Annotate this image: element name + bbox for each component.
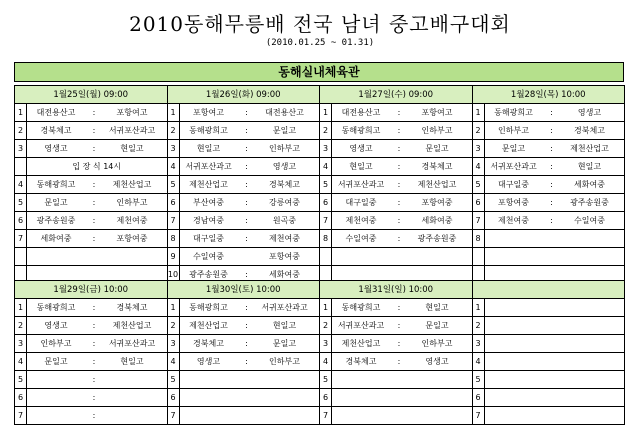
match-cell [179,353,320,371]
match-cell [484,248,625,266]
match-cell [27,122,168,140]
vs-separator: : [92,197,96,207]
match-number: 5 [320,176,332,194]
match-cell [27,389,168,407]
home-team: 서귀포산과고 [490,161,537,171]
day-header: 1월25일(월) 09:00 [15,86,168,104]
match-number: 6 [15,212,27,230]
vs-separator: : [550,197,553,207]
vs-separator: : [397,320,401,330]
match-cell [27,371,168,389]
match-number: 5 [15,194,27,212]
home-team: 동해광희고 [341,125,381,135]
away-team: 제천산업고 [112,320,152,330]
home-team: 제천산업고 [341,338,381,348]
day-header [472,281,625,299]
match-cell [179,122,320,140]
match-number: 6 [15,389,27,407]
away-team: 수일여중 [574,215,605,225]
match-number: 4 [320,353,332,371]
match-number: 6 [472,389,484,407]
match-cell [27,317,168,335]
match-number: 4 [167,353,179,371]
match-cell [332,299,473,317]
away-team: 포항여고 [421,107,453,117]
match-cell [484,158,625,176]
away-team: 문일고 [425,143,449,153]
table-row [15,212,625,230]
date-header-row [15,281,625,299]
match-number: 3 [15,335,27,353]
match-cell [484,353,625,371]
home-team: 영생고 [44,143,68,153]
match-cell [332,140,473,158]
away-team: 문일고 [272,125,297,135]
match-cell [484,317,625,335]
match-cell [484,389,625,407]
day-header: 1월31일(일) 10:00 [320,281,473,299]
match-cell [332,248,473,266]
home-team: 제천여중 [498,215,529,225]
table-row [15,317,625,335]
match-cell [332,176,473,194]
vs-separator: : [92,233,96,243]
match-cell [27,353,168,371]
away-team: 문일고 [425,320,449,330]
match-cell [484,194,625,212]
vs-separator: : [92,125,96,135]
match-number [15,248,27,266]
away-team: 서귀포산과고 [108,338,156,348]
vs-separator: : [550,107,553,117]
vs-separator: : [92,215,96,225]
table-row [15,158,625,176]
home-team: 서귀포산과고 [337,320,385,330]
vs-separator: : [92,356,96,366]
match-number: 1 [320,299,332,317]
away-team: 포항여중 [269,251,300,261]
home-team: 경남여중 [193,215,224,225]
away-team: 광주송원중 [570,197,609,207]
home-team: 동해광희고 [189,302,228,312]
match-cell [27,230,168,248]
match-number: 6 [320,194,332,212]
match-number: 5 [472,371,484,389]
vs-separator: : [397,338,401,348]
match-number: 3 [15,140,27,158]
away-team: 세화여중 [574,179,605,189]
match-number: 3 [472,335,484,353]
match-cell [332,317,473,335]
match-number: 2 [472,317,484,335]
away-team: 서귀포산과고 [108,125,156,135]
vs-separator: : [245,302,248,312]
match-cell [332,158,473,176]
match-number: 7 [472,212,484,230]
vs-separator: : [245,356,248,366]
away-team: 경북체고 [269,179,300,189]
away-team: 제천산업고 [417,179,457,189]
match-cell [332,194,473,212]
day-header: 1월28일(목) 10:00 [472,86,625,104]
away-team: 문일고 [272,338,297,348]
home-team: 제천여중 [345,215,377,225]
vs-separator: : [397,233,401,243]
vs-separator: : [245,233,248,243]
home-team: 영생고 [349,143,373,153]
home-team: 현일고 [349,161,373,171]
match-number [15,158,27,176]
vs-separator: : [550,161,553,171]
away-team: 제천산업고 [112,179,152,189]
away-team: 현일고 [120,356,144,366]
match-number: 7 [320,212,332,230]
day-header: 1월27일(수) 09:00 [320,86,473,104]
home-team: 수일여중 [345,233,377,243]
away-team: 현일고 [120,143,144,153]
home-team: 영생고 [196,356,221,366]
home-team: 경북체고 [193,338,224,348]
match-cell [484,104,625,122]
away-team: 광주송원중 [417,233,457,243]
home-team: 경북체고 [40,125,72,135]
table-row [15,176,625,194]
table-row [15,389,625,407]
match-cell [27,194,168,212]
page-title: 2010동해무릉배 전국 남녀 중고배구대회 [129,12,511,36]
match-number: 2 [15,122,27,140]
home-team: 동해광희고 [189,125,228,135]
away-team: 포항여중 [116,233,148,243]
match-cell [332,389,473,407]
match-number: 3 [320,335,332,353]
table-row [15,353,625,371]
match-number: 7 [15,230,27,248]
match-cell [179,104,320,122]
home-team: 동해광희고 [36,179,76,189]
match-number: 1 [15,104,27,122]
match-cell [179,158,320,176]
match-cell [332,230,473,248]
match-cell [332,122,473,140]
match-number: 1 [472,104,484,122]
home-team: 인하부고 [498,125,529,135]
home-team: 대전용산고 [36,107,76,117]
match-number: 6 [320,389,332,407]
vs-separator: : [245,161,248,171]
match-cell [27,140,168,158]
home-team: 대구일중 [345,197,377,207]
date-range: (2010.01.25 ~ 01.31) [265,38,375,48]
match-number: 5 [472,176,484,194]
home-team: 대구일중 [193,233,224,243]
vs-separator: : [397,143,401,153]
table-row [15,140,625,158]
home-team: 대전용산고 [341,107,381,117]
match-cell [332,212,473,230]
home-team: 부산여중 [193,197,224,207]
match-cell [27,212,168,230]
match-cell [179,371,320,389]
vs-separator: : [245,107,248,117]
match-cell [179,176,320,194]
away-team: 인하부고 [269,356,300,366]
match-cell [484,230,625,248]
away-team: 현일고 [272,320,297,330]
vs-separator: : [397,161,401,171]
match-number: 4 [15,176,27,194]
vs-separator: : [245,320,248,330]
date-header-row [15,86,625,104]
match-number: 8 [472,230,484,248]
vs-separator: : [92,338,96,348]
vs-separator: : [92,320,96,330]
vs-separator: : [550,125,553,135]
home-team: 광주송원중 [189,269,228,279]
match-number: 8 [167,230,179,248]
match-number: 8 [320,230,332,248]
match-cell [27,299,168,317]
away-team: 제천여중 [269,233,300,243]
vs-separator: : [397,107,401,117]
vs-separator: : [92,392,96,402]
away-team: 인하부고 [421,338,453,348]
away-team: 세화여중 [421,215,453,225]
home-team: 대구일중 [498,179,529,189]
home-team: 문일고 [44,197,68,207]
away-team: 강릉여중 [269,197,300,207]
home-team: 현일고 [196,143,221,153]
day-header: 1월30일(토) 10:00 [167,281,320,299]
away-team: 원곡중 [272,215,297,225]
match-number: 5 [167,371,179,389]
match-number: 1 [15,299,27,317]
vs-separator: : [92,302,96,312]
match-number: 2 [167,317,179,335]
home-team: 경북체고 [345,356,377,366]
away-team: 인하부고 [269,143,300,153]
away-team: 포항여고 [116,107,148,117]
match-cell [484,212,625,230]
vs-separator: : [397,356,401,366]
match-number: 6 [167,389,179,407]
match-number: 5 [15,371,27,389]
match-number: 7 [167,407,179,425]
match-cell [332,104,473,122]
away-team: 현일고 [425,302,449,312]
day-header: 1월29일(금) 10:00 [15,281,168,299]
vs-separator: : [92,143,96,153]
away-team: 인하부고 [116,197,148,207]
match-number: 1 [472,299,484,317]
home-team: 제천산업고 [189,320,228,330]
table-row [15,335,625,353]
vs-separator: : [550,143,553,153]
home-team: 문일고 [44,356,68,366]
match-number: 2 [15,317,27,335]
home-team: 수일여중 [193,251,224,261]
away-team: 영생고 [272,161,297,171]
match-number: 10 [167,266,179,284]
match-number: 6 [167,194,179,212]
away-team: 인하부고 [421,125,453,135]
match-number: 7 [167,212,179,230]
table-row [15,122,625,140]
match-cell [332,353,473,371]
home-team: 동해광희고 [36,302,76,312]
match-number: 3 [167,335,179,353]
vs-separator: : [550,215,553,225]
match-cell [484,176,625,194]
table-row [15,194,625,212]
vs-separator: : [245,338,248,348]
match-number: 4 [167,158,179,176]
match-number: 7 [320,407,332,425]
home-team: 광주송원중 [36,215,76,225]
match-number: 6 [472,194,484,212]
match-cell [179,248,320,266]
home-team: 세화여중 [40,233,72,243]
match-cell [179,389,320,407]
match-cell [27,248,168,266]
match-cell [484,122,625,140]
away-team: 제천여중 [116,215,148,225]
vs-separator: : [397,197,401,207]
home-team: 포항여고 [193,107,224,117]
match-cell [179,335,320,353]
match-number: 7 [472,407,484,425]
away-team: 경북체고 [116,302,148,312]
away-team: 경북체고 [421,161,453,171]
table-row [15,299,625,317]
schedule-table-bottom [14,280,625,425]
match-number: 2 [320,122,332,140]
match-number: 4 [15,353,27,371]
vs-separator: : [397,215,401,225]
match-cell [179,299,320,317]
vs-separator: : [92,107,96,117]
match-cell [179,317,320,335]
vs-separator: : [550,179,553,189]
table-row [15,248,625,266]
table-row [15,371,625,389]
match-number: 1 [167,299,179,317]
vs-separator: : [397,125,401,135]
home-team: 제천산업고 [189,179,228,189]
match-number: 2 [167,122,179,140]
match-number: 1 [320,104,332,122]
vs-separator: : [397,302,401,312]
match-cell [27,158,168,176]
ceremony-note: 입 장 식 14시 [72,161,122,171]
vs-separator: : [397,179,401,189]
match-cell [179,230,320,248]
schedule-table-top [14,85,625,284]
match-number: 3 [320,140,332,158]
match-number: 5 [167,176,179,194]
away-team: 서귀포산과고 [261,302,308,312]
home-team: 서귀포산과고 [185,161,232,171]
match-number: 1 [167,104,179,122]
match-cell [484,335,625,353]
match-cell [27,104,168,122]
away-team: 영생고 [577,107,602,117]
vs-separator: : [245,215,248,225]
home-team: 문일고 [501,143,526,153]
vs-separator: : [92,374,96,384]
home-team: 동해광희고 [494,107,533,117]
match-number: 4 [472,353,484,371]
vs-separator: : [245,197,248,207]
vs-separator: : [245,179,248,189]
table-row [15,230,625,248]
away-team: 현일고 [577,161,602,171]
match-number: 5 [320,371,332,389]
match-cell [484,299,625,317]
away-team: 제천산업고 [570,143,609,153]
match-number: 7 [15,407,27,425]
match-number: 4 [320,158,332,176]
match-number: 9 [167,248,179,266]
match-cell [179,194,320,212]
match-number: 2 [320,317,332,335]
match-number: 3 [167,140,179,158]
table-row [15,104,625,122]
home-team: 영생고 [44,320,68,330]
vs-separator: : [245,125,248,135]
match-number: 4 [472,158,484,176]
away-team: 경북체고 [574,125,605,135]
match-cell [484,371,625,389]
home-team: 동해광희고 [341,302,381,312]
away-team: 대전용산고 [265,107,304,117]
vs-separator: : [92,410,96,420]
match-cell [179,140,320,158]
venue-banner: 동해실내체육관 [14,62,624,82]
away-team: 영생고 [425,356,449,366]
home-team: 인하부고 [40,338,72,348]
away-team: 포항여중 [421,197,453,207]
match-number: 2 [472,122,484,140]
match-number [472,248,484,266]
match-cell [332,335,473,353]
vs-separator: : [92,179,96,189]
match-number: 3 [472,140,484,158]
match-cell [27,335,168,353]
match-cell [27,176,168,194]
match-cell [332,371,473,389]
vs-separator: : [245,269,248,279]
home-team: 서귀포산과고 [337,179,385,189]
match-cell [179,212,320,230]
away-team: 세화여중 [269,269,300,279]
match-number [320,248,332,266]
vs-separator: : [245,143,248,153]
match-cell [484,140,625,158]
home-team: 포항여중 [498,197,529,207]
day-header: 1월26일(화) 09:00 [167,86,320,104]
